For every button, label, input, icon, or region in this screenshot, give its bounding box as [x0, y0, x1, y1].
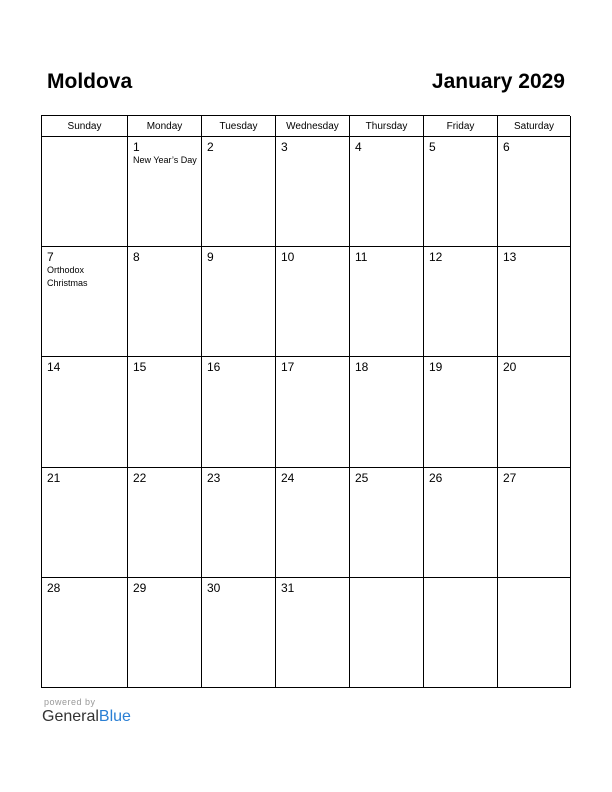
day-cell	[42, 357, 128, 467]
day-cell	[498, 247, 571, 357]
day-cell	[498, 357, 571, 467]
day-number: 7	[47, 250, 54, 265]
day-cell	[276, 137, 350, 247]
day-cell	[424, 137, 498, 247]
day-cell	[202, 357, 276, 467]
day-number: 15	[133, 360, 147, 375]
day-cell	[42, 578, 128, 688]
day-number: 6	[503, 140, 510, 154]
day-cell	[424, 247, 498, 357]
day-cell	[128, 247, 202, 357]
day-number: 11	[355, 250, 368, 265]
day-number: 8	[133, 250, 140, 265]
day-number: 17	[281, 360, 295, 375]
holiday-label: New Year’s Day	[133, 155, 197, 165]
day-cell	[424, 468, 498, 578]
day-cell	[350, 247, 424, 357]
day-number: 1	[133, 140, 140, 154]
day-cell	[128, 357, 202, 467]
day-cell	[42, 247, 128, 357]
weekday-header-thursday: Thursday	[350, 116, 424, 137]
day-number: 23	[207, 470, 221, 485]
month-year-title: January 2029	[431, 70, 565, 93]
weekday-header-wednesday: Wednesday	[276, 116, 350, 137]
day-number: 18	[355, 360, 369, 375]
generalblue-logo[interactable]	[42, 708, 131, 726]
day-cell	[202, 578, 276, 688]
day-number: 20	[503, 360, 517, 375]
day-number: 30	[207, 580, 221, 595]
day-number: 29	[133, 580, 147, 595]
day-cell	[350, 137, 424, 247]
day-cell	[276, 468, 350, 578]
day-cell	[350, 468, 424, 578]
day-number: 31	[281, 580, 295, 595]
calendar-grid	[41, 115, 570, 688]
day-number: 25	[355, 470, 369, 485]
day-number: 12	[429, 250, 443, 265]
day-number: 5	[429, 140, 436, 154]
holiday-label: Orthodox Christmas	[47, 265, 88, 289]
day-number: 9	[207, 250, 214, 265]
weekday-header-sunday: Sunday	[42, 116, 128, 137]
day-number: 14	[47, 360, 61, 375]
day-cell	[202, 137, 276, 247]
day-number: 24	[281, 470, 295, 485]
brand-general-text: General	[42, 708, 99, 725]
day-number: 4	[355, 140, 362, 154]
day-cell	[128, 468, 202, 578]
weekday-header-friday: Friday	[424, 116, 498, 137]
day-cell	[276, 357, 350, 467]
country-title: Moldova	[47, 70, 133, 93]
day-number: 28	[47, 580, 61, 595]
day-number: 22	[133, 470, 147, 485]
day-number: 10	[281, 250, 295, 265]
day-cell	[42, 137, 128, 247]
day-number: 2	[207, 140, 214, 154]
day-cell	[424, 578, 498, 688]
weekday-header-monday: Monday	[128, 116, 202, 137]
day-cell	[128, 578, 202, 688]
day-cell	[350, 357, 424, 467]
weekday-header-saturday: Saturday	[498, 116, 571, 137]
day-cell	[498, 578, 571, 688]
day-cell	[498, 468, 571, 578]
day-number: 26	[429, 470, 443, 485]
day-cell	[424, 357, 498, 467]
day-number: 27	[503, 470, 517, 485]
day-number: 13	[503, 250, 517, 265]
day-cell	[42, 468, 128, 578]
day-cell	[276, 247, 350, 357]
powered-by-label: powered by	[44, 697, 96, 707]
day-number: 16	[207, 360, 221, 375]
day-cell	[350, 578, 424, 688]
day-cell	[202, 468, 276, 578]
weekday-header-tuesday: Tuesday	[202, 116, 276, 137]
day-number: 19	[429, 360, 443, 375]
day-cell	[202, 247, 276, 357]
day-cell	[128, 137, 202, 247]
day-cell	[498, 137, 571, 247]
brand-blue-text: Blue	[98, 708, 131, 725]
day-number: 3	[281, 140, 288, 154]
day-number: 21	[47, 470, 61, 485]
day-cell	[276, 578, 350, 688]
